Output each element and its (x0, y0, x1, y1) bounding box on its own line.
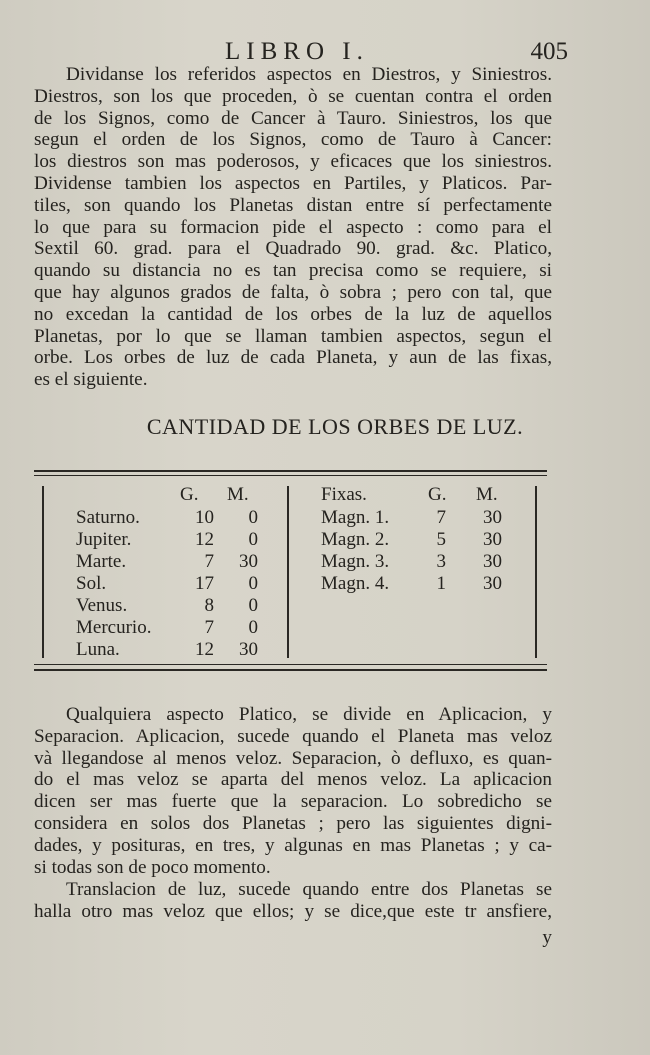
text-line: Qualquiera aspecto Platico, se divide en Aplicacion, y (66, 704, 552, 725)
planet-minutes: 0 (248, 573, 258, 594)
text-line: Diestros, son los que proceden, ò se cuentan contra el orden (34, 85, 552, 107)
right-header-g: G. (428, 484, 447, 505)
planet-degrees: 8 (204, 595, 214, 616)
magnitude-name: Magn. 3. (321, 551, 390, 572)
table-title: CANTIDAD DE LOS ORBES DE LUZ. (146, 414, 524, 439)
planet-minutes: 0 (248, 617, 258, 638)
table-bottom-rule-thin (34, 664, 547, 665)
magnitude-minutes: 30 (483, 529, 502, 550)
text-line: quando su distancia no es tan precisa como se requiere, si (34, 260, 552, 282)
running-title: LIBRO I. (225, 38, 369, 65)
planet-minutes: 30 (239, 639, 258, 660)
text-line: de los Signos, como de Cancer à Tauro. Siniestros, los que (34, 107, 552, 129)
planet-name: Sol. (76, 573, 107, 594)
text-line: dades, y posituras, en tres, y algunas en mas Planetas ; y ca- (34, 834, 552, 856)
left-header-m: M. (227, 484, 249, 505)
planet-name: Marte. (76, 551, 127, 572)
text-line: orbe. Los orbes de luz de cada Planeta, y aun de las fixas, (34, 347, 552, 369)
planet-degrees: 7 (204, 617, 214, 638)
text-line: segun el orden de los Signos, como de Tauro à Cancer: (34, 129, 552, 151)
text-line: es el siguiente. (34, 369, 148, 391)
text-line: Dividanse los referidos aspectos en Diestros, y Siniestros. (66, 64, 552, 85)
planet-minutes: 30 (239, 551, 258, 572)
magnitude-name: Magn. 2. (321, 529, 390, 550)
magnitude-degrees: 5 (436, 529, 446, 550)
planet-minutes: 0 (248, 529, 258, 550)
planet-degrees: 12 (195, 639, 214, 660)
text-line: Planetas, por lo que se llaman tambien aspectos, segun el (34, 325, 552, 347)
planet-degrees: 17 (195, 573, 214, 594)
planet-name: Jupiter. (76, 529, 132, 550)
table-top-rule (34, 470, 547, 472)
magnitude-degrees: 7 (436, 507, 446, 528)
table-column-divider (287, 486, 289, 658)
magnitude-minutes: 30 (483, 507, 502, 528)
magnitude-name: Magn. 4. (321, 573, 390, 594)
paragraph-aplicacion-separacion (34, 704, 552, 878)
text-line: no excedan la cantidad de los orbes de la luz de aquellos (34, 303, 552, 325)
text-line: và llegandose al menos veloz. Separacion, ò defluxo, es quan- (34, 747, 552, 769)
text-line: considera en solos dos Planetas ; pero las siguientes digni- (34, 812, 552, 834)
text-line: dicen ser mas fuerte que la separacion. Lo sobredicho se (34, 791, 552, 813)
magnitude-degrees: 1 (436, 573, 446, 594)
magnitude-degrees: 3 (436, 551, 446, 572)
right-header-m: M. (476, 484, 498, 505)
text-line: Translacion de luz, sucede quando entre dos Planetas se (66, 879, 552, 900)
planet-degrees: 7 (204, 551, 214, 572)
planet-minutes: 0 (248, 507, 258, 528)
text-line: do el mas veloz se aparta del menos veloz. La aplicacion (34, 769, 552, 791)
catchword: y (542, 927, 552, 948)
planet-minutes: 0 (248, 595, 258, 616)
table-right-border (535, 486, 537, 658)
text-line: tiles, son quando los Planetas distan entre sí perfectamente (34, 194, 552, 216)
paragraph-aspects-division (34, 64, 552, 391)
planet-name: Venus. (76, 595, 128, 616)
text-line: Separacion. Aplicacion, sucede quando el Planeta mas veloz (34, 725, 552, 747)
planet-name: Saturno. (76, 507, 140, 528)
table-top-rule-thin (34, 475, 547, 476)
left-header-g: G. (180, 484, 199, 505)
magnitude-name: Magn. 1. (321, 507, 390, 528)
text-line: Dividense tambien los aspectos en Partiles, y Platicos. Par- (34, 172, 552, 194)
right-header-fixas: Fixas. (321, 484, 367, 505)
paragraph-translacion (34, 879, 552, 923)
magnitude-minutes: 30 (483, 573, 502, 594)
catchword-block (34, 927, 552, 949)
text-line: lo que para su formacion pide el aspecto : como para el (34, 216, 552, 238)
table-left-border (42, 486, 44, 658)
planet-name: Mercurio. (76, 617, 152, 638)
planet-degrees: 12 (195, 529, 214, 550)
page-number: 405 (530, 38, 568, 65)
text-line: los diestros son mas poderosos, y eficaces que los siniestros. (34, 151, 552, 173)
planet-name: Luna. (76, 639, 120, 660)
text-line: Sextil 60. grad. para el Quadrado 90. grad. &c. Platico, (34, 238, 552, 260)
planet-degrees: 10 (195, 507, 214, 528)
magnitude-minutes: 30 (483, 551, 502, 572)
text-line: si todas son de poco momento. (34, 856, 271, 878)
text-line: que hay algunos grados de falta, ò sobra ; pero con tal, que (34, 281, 552, 303)
text-line: halla otro mas veloz que ellos; y se dice,que este tr ansfiere, (34, 900, 552, 922)
table-bottom-rule (34, 669, 547, 671)
